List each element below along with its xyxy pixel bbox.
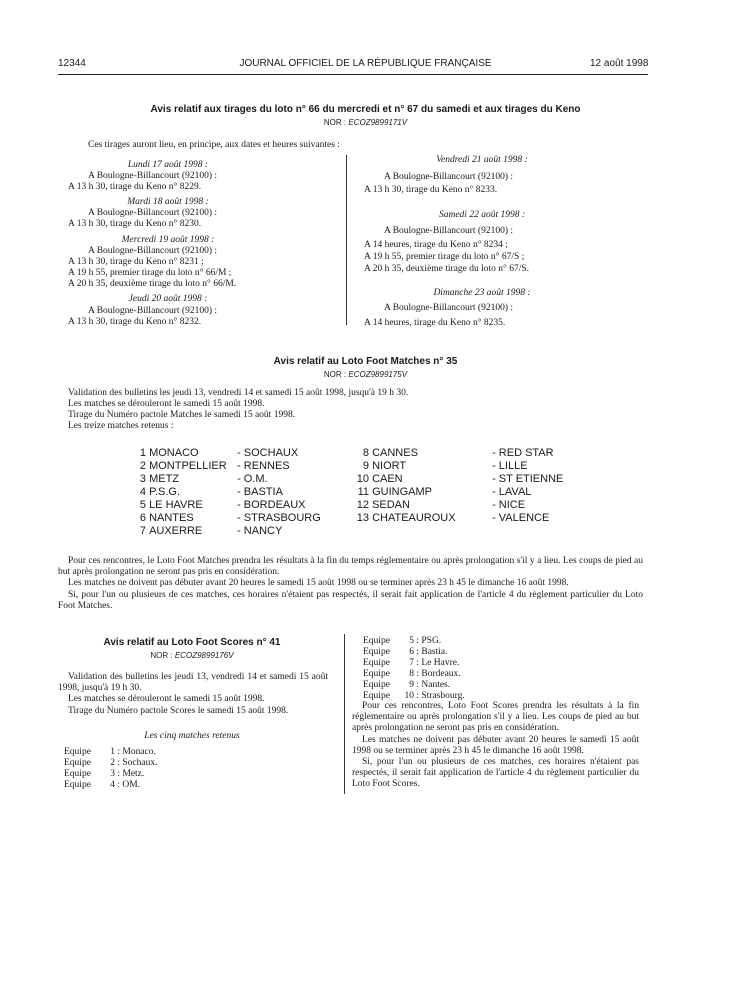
match-home: CAEN (372, 473, 403, 485)
draw-line: A 13 h 30, tirage du Keno n° 8231 ; (68, 257, 204, 267)
draw-line: A 14 heures, tirage du Keno n° 8235. (364, 318, 506, 328)
draw-line: A 13 h 30, tirage du Keno n° 8229. (68, 182, 202, 192)
draw-place: A Boulogne-Billancourt (92100) : (384, 172, 514, 182)
draw-place: A Boulogne-Billancourt (92100) : (384, 226, 514, 236)
draw-line: A 13 h 30, tirage du Keno n° 8230. (68, 219, 202, 229)
section-title-loto-foot-matches: Avis relatif au Loto Foot Matches n° 35 (273, 356, 458, 367)
match-row (128, 486, 283, 498)
match-number: 6 (139, 512, 146, 524)
nor-code: ECOZ9899175V (348, 370, 408, 379)
match-row (128, 512, 321, 524)
match-home: CANNES (372, 447, 418, 459)
rules-paragraph: Pour ces rencontres, Loto Foot Scores prendra les résultats à la fin réglementaire ou après prolongation s'il y a lieu. Les coups de pied au but après prolongation ne seront pas pris en considération. (352, 701, 639, 734)
team-number: 6 : (409, 647, 419, 657)
info-line: Validation des bulletins les jeudi 13, vendredi 14 et samedi 15 août 1998, jusqu'à 19 h 30. (68, 388, 409, 398)
draw-place: A Boulogne-Billancourt (92100) : (88, 208, 218, 218)
journal-title: JOURNAL OFFICIEL DE LA RÉPUBLIQUE FRANÇAISE (239, 58, 492, 69)
info-line: Les matches se dérouleront le samedi 15 août 1998. (68, 399, 265, 409)
rules-paragraph: Les matches ne doivent pas débuter avant 20 heures le samedi 15 août 1998 ou se terminer après 23 h 45 le dimanche 16 août 1998. (352, 734, 639, 756)
match-number: 5 (139, 499, 146, 511)
team-label: Equipe (363, 647, 390, 657)
team-name: Le Havre. (421, 658, 460, 668)
info-line: Tirage du Numéro pactole Matches le samedi 15 août 1998. (68, 410, 296, 420)
match-home: LE HAVRE (149, 499, 203, 511)
nor-reference (58, 651, 326, 660)
schedule-right-column (364, 155, 644, 330)
nor-code: ECOZ9899171V (348, 118, 408, 127)
team-label: Equipe (64, 780, 91, 790)
match-number: 8 (362, 447, 369, 459)
match-home: MONTPELLIER (149, 460, 227, 472)
nor-reference (0, 118, 731, 127)
match-home: AUXERRE (149, 525, 203, 537)
team-name: Bordeaux. (421, 669, 461, 679)
team-label: Equipe (363, 691, 390, 701)
day-heading: Dimanche 23 août 1998 : (433, 288, 531, 298)
match-row (351, 499, 525, 511)
draw-place: A Boulogne-Billancourt (92100) : (88, 306, 218, 316)
info-paragraph: Validation des bulletins les jeudi 13, vendredi 14 et samedi 15 août 1998, jusqu'à 19 h 30. (58, 672, 328, 694)
info-line: Les treize matches retenus : (68, 421, 174, 431)
day-heading: Samedi 22 août 1998 : (438, 210, 526, 220)
match-number: 4 (139, 486, 146, 498)
draw-place: A Boulogne-Billancourt (92100) : (88, 171, 218, 181)
team-item (64, 769, 144, 780)
match-home: CHATEAUROUX (372, 512, 456, 524)
team-number: 8 : (409, 669, 419, 679)
team-name: OM. (122, 780, 141, 790)
team-label: Equipe (64, 758, 91, 768)
team-label: Equipe (363, 680, 390, 690)
teams-list-right (363, 636, 563, 702)
team-name: Sochaux. (122, 758, 158, 768)
match-away: - BORDEAUX (237, 499, 306, 511)
day-heading: Lundi 17 août 1998 : (127, 160, 209, 170)
match-row (128, 460, 290, 472)
column-divider (346, 155, 347, 325)
draw-line: A 13 h 30, tirage du Keno n° 8233. (364, 185, 498, 195)
match-away: - LILLE (492, 460, 528, 472)
team-number: 9 : (409, 680, 419, 690)
match-number: 12 (356, 499, 369, 511)
draw-line: A 14 heures, tirage du Keno n° 8234 ; (364, 240, 508, 250)
match-home: MONACO (149, 447, 199, 459)
draw-line: A 13 h 30, tirage du Keno n° 8232. (68, 317, 202, 327)
rules-paragraph: Si, pour l'un ou plusieurs de ces matches, ces horaires n'étaient pas respectés, il serait fait application de l'article 4 du règlement particulier du Loto Foot Matches. (58, 589, 643, 611)
teams-subtitle: Les cinq matches retenus (144, 731, 240, 741)
info-paragraph: Tirage du Numéro pactole Scores le samedi 15 août 1998. (68, 705, 289, 716)
day-heading: Vendredi 21 août 1998 : (436, 155, 528, 165)
match-away: - RENNES (237, 460, 290, 472)
match-number: 7 (139, 525, 146, 537)
match-number: 10 (356, 473, 369, 485)
match-away: - VALENCE (492, 512, 550, 524)
team-label: Equipe (363, 669, 390, 679)
match-home: METZ (149, 473, 180, 485)
column-divider (344, 634, 345, 794)
team-number: 7 : (409, 658, 419, 668)
match-row (351, 512, 549, 524)
match-home: NIORT (372, 460, 407, 472)
match-home: SEDAN (372, 499, 410, 511)
draw-place: A Boulogne-Billancourt (92100) : (88, 246, 218, 256)
match-away: - STRASBOURG (237, 512, 321, 524)
team-name: Bastia. (421, 647, 448, 657)
match-away: - NANCY (237, 525, 283, 537)
match-row (351, 473, 563, 485)
match-away: - LAVAL (492, 486, 532, 498)
day-heading: Mardi 18 août 1998 : (127, 197, 209, 207)
match-number: 3 (139, 473, 146, 485)
nor-label: NOR : (150, 651, 173, 660)
match-row (351, 460, 528, 472)
team-item (363, 647, 448, 658)
intro-text: Ces tirages auront lieu, en principe, aux dates et heures suivantes : (88, 140, 340, 150)
team-item (363, 680, 450, 691)
match-number: 11 (357, 486, 369, 498)
day-heading: Jeudi 20 août 1998 : (128, 294, 208, 304)
team-name: Monaco. (122, 747, 156, 757)
match-row (351, 486, 531, 498)
team-number: 2 : (110, 758, 120, 768)
team-name: Nantes. (421, 680, 451, 690)
rules-paragraph: Pour ces rencontres, le Loto Foot Matches prendra les résultats à la fin du temps réglementaire ou après prolongation s'il y a lieu. Les coups de pied au but après prolongation ne seront pas pris en considération. (58, 556, 643, 578)
scores-info (58, 672, 328, 717)
match-row (128, 447, 298, 459)
rules-paragraph: Les matches ne doivent pas débuter avant 20 heures le samedi 15 août 1998 ou se terminer après 23 h 45 le dimanche 16 août 1998. (68, 578, 569, 589)
team-number: 1 : (110, 747, 120, 757)
schedule-left-column (68, 160, 338, 330)
match-away: - RED STAR (492, 447, 554, 459)
info-paragraph: Les matches se dérouleront le samedi 15 août 1998. (68, 694, 265, 705)
team-item (363, 636, 441, 647)
match-home: GUINGAMP (372, 486, 432, 498)
match-home: P.S.G. (149, 486, 181, 498)
match-home: NANTES (149, 512, 194, 524)
team-item (64, 780, 140, 791)
nor-code: ECOZ9899176V (174, 651, 234, 660)
match-number: 9 (362, 460, 369, 472)
match-number: 13 (356, 512, 369, 524)
team-name: PSG. (421, 636, 442, 646)
team-label: Equipe (363, 636, 390, 646)
match-away: - NICE (492, 499, 526, 511)
rules-paragraph: Si, pour l'un ou plusieurs de ces matches, ces horaires n'étaient pas respectés, il serait fait application de l'article 4 du règlement particulier du Loto Foot Scores. (352, 757, 639, 790)
team-label: Equipe (64, 747, 91, 757)
team-label: Equipe (64, 769, 91, 779)
team-name: Metz. (122, 769, 145, 779)
issue-date: 12 août 1998 (590, 58, 649, 69)
team-name: Strasbourg. (421, 691, 465, 701)
match-number: 1 (139, 447, 146, 459)
match-away: - O.M. (237, 473, 268, 485)
team-number: 4 : (110, 780, 120, 790)
teams-list-left (64, 747, 264, 793)
day-heading: Mercredi 19 août 1998 : (121, 235, 215, 245)
match-row (128, 525, 282, 537)
draw-line: A 20 h 35, deuxième tirage du loto n° 67/S. (364, 264, 530, 274)
scores-rules (352, 701, 639, 791)
team-item (64, 758, 157, 769)
match-away: - BASTIA (237, 486, 283, 498)
page-number: 12344 (58, 58, 86, 69)
match-row (128, 499, 306, 511)
draw-line: A 20 h 35, deuxième tirage du loto n° 66/M. (68, 279, 237, 289)
match-away: - ST ETIENNE (492, 473, 564, 485)
nor-reference (0, 370, 731, 379)
header-rule (58, 74, 648, 75)
team-number: 3 : (110, 769, 120, 779)
nor-label: NOR : (323, 370, 347, 379)
section-title-loto-foot-scores: Avis relatif au Loto Foot Scores n° 41 (103, 637, 281, 648)
team-label: Equipe (363, 658, 390, 668)
match-row (351, 447, 554, 459)
team-number: 10 : (404, 691, 419, 701)
draw-line: A 19 h 55, premier tirage du loto n° 67/S ; (364, 252, 525, 262)
nor-label: NOR : (323, 118, 347, 127)
matches-info (68, 388, 648, 438)
draw-line: A 19 h 55, premier tirage du loto n° 66/M ; (68, 268, 232, 278)
team-item (363, 658, 459, 669)
matches-rules (58, 556, 643, 612)
match-row (128, 473, 268, 485)
team-item (363, 669, 461, 680)
draw-place: A Boulogne-Billancourt (92100) : (384, 303, 514, 313)
team-item (64, 747, 156, 758)
matches-table (128, 447, 564, 542)
team-number: 5 : (409, 636, 419, 646)
section-title-loto: Avis relatif aux tirages du loto n° 66 du mercredi et n° 67 du samedi et aux tirages du Keno (150, 104, 581, 115)
match-away: - SOCHAUX (237, 447, 299, 459)
match-number: 2 (139, 460, 146, 472)
